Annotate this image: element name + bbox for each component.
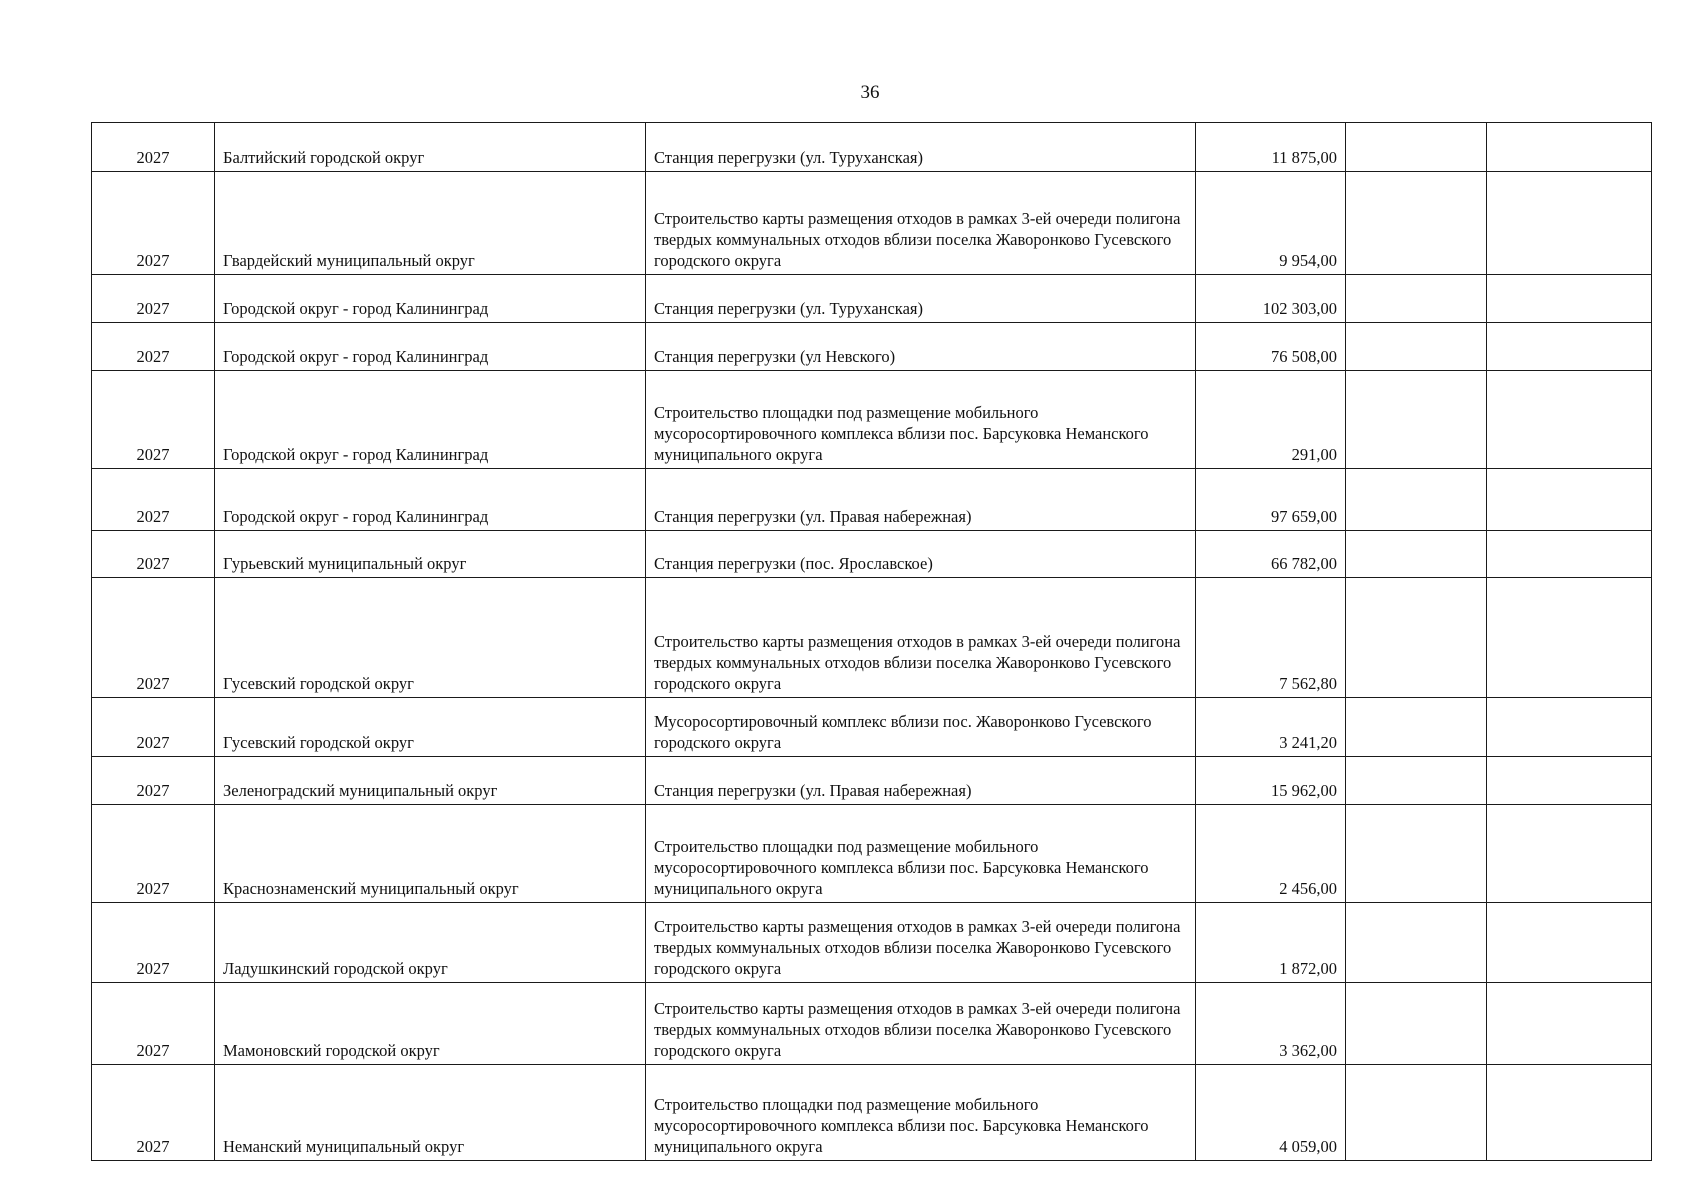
- empty-cell: [1487, 983, 1652, 1065]
- municipality-cell: Городской округ - город Калининград: [215, 323, 646, 371]
- empty-cell: [1346, 172, 1487, 275]
- municipality-cell: Зеленоградский муниципальный округ: [215, 757, 646, 805]
- year-cell: 2027: [92, 903, 215, 983]
- year-cell: 2027: [92, 805, 215, 903]
- empty-cell: [1346, 469, 1487, 531]
- municipality-cell: Ладушкинский городской округ: [215, 903, 646, 983]
- year-cell: 2027: [92, 983, 215, 1065]
- amount-cell: 76 508,00: [1196, 323, 1346, 371]
- municipality-cell: Гвардейский муниципальный округ: [215, 172, 646, 275]
- empty-cell: [1487, 757, 1652, 805]
- table-row: [92, 903, 1652, 983]
- object-cell: Станция перегрузки (ул. Туруханская): [646, 275, 1196, 323]
- amount-cell: 3 241,20: [1196, 698, 1346, 757]
- amount-cell: 291,00: [1196, 371, 1346, 469]
- year-cell: 2027: [92, 1065, 215, 1161]
- amount-cell: 102 303,00: [1196, 275, 1346, 323]
- year-cell: 2027: [92, 531, 215, 578]
- empty-cell: [1487, 323, 1652, 371]
- municipality-cell: Мамоновский городской округ: [215, 983, 646, 1065]
- empty-cell: [1346, 983, 1487, 1065]
- municipality-cell: Краснознаменский муниципальный округ: [215, 805, 646, 903]
- table-row: [92, 757, 1652, 805]
- table-row: [92, 1065, 1652, 1161]
- amount-cell: 3 362,00: [1196, 983, 1346, 1065]
- year-cell: 2027: [92, 757, 215, 805]
- year-cell: 2027: [92, 578, 215, 698]
- empty-cell: [1487, 371, 1652, 469]
- municipality-cell: Городской округ - город Калининград: [215, 275, 646, 323]
- year-cell: 2027: [92, 323, 215, 371]
- year-cell: 2027: [92, 172, 215, 275]
- empty-cell: [1487, 172, 1652, 275]
- table-row: [92, 531, 1652, 578]
- object-cell: Станция перегрузки (ул Невского): [646, 323, 1196, 371]
- amount-cell: 4 059,00: [1196, 1065, 1346, 1161]
- empty-cell: [1346, 805, 1487, 903]
- table-row: [92, 983, 1652, 1065]
- amount-cell: 15 962,00: [1196, 757, 1346, 805]
- object-cell: Станция перегрузки (пос. Ярославское): [646, 531, 1196, 578]
- municipality-cell: Неманский муниципальный округ: [215, 1065, 646, 1161]
- table-row: [92, 578, 1652, 698]
- empty-cell: [1487, 805, 1652, 903]
- object-cell: Станция перегрузки (ул. Туруханская): [646, 123, 1196, 172]
- empty-cell: [1487, 578, 1652, 698]
- amount-cell: 1 872,00: [1196, 903, 1346, 983]
- municipality-cell: Балтийский городской округ: [215, 123, 646, 172]
- object-cell: Мусоросортировочный комплекс вблизи пос. Жаворонково Гусевского городского округа: [646, 698, 1196, 757]
- object-cell: Строительство площадки под размещение мобильного мусоросортировочного комплекса вблизи пос. Барсуковка Неманского муниципального округа: [646, 1065, 1196, 1161]
- empty-cell: [1487, 1065, 1652, 1161]
- empty-cell: [1346, 698, 1487, 757]
- table-row: [92, 371, 1652, 469]
- object-cell: Строительство карты размещения отходов в рамках 3-ей очереди полигона твердых коммунальных отходов вблизи поселка Жаворонково Гусевского городского округа: [646, 172, 1196, 275]
- table-row: [92, 698, 1652, 757]
- empty-cell: [1487, 123, 1652, 172]
- table-row: [92, 275, 1652, 323]
- empty-cell: [1487, 275, 1652, 323]
- amount-cell: 11 875,00: [1196, 123, 1346, 172]
- empty-cell: [1346, 903, 1487, 983]
- empty-cell: [1487, 469, 1652, 531]
- municipality-cell: Городской округ - город Калининград: [215, 371, 646, 469]
- object-cell: Строительство карты размещения отходов в рамках 3-ей очереди полигона твердых коммунальных отходов вблизи поселка Жаворонково Гусевского городского округа: [646, 578, 1196, 698]
- table-row: [92, 123, 1652, 172]
- table-row: [92, 323, 1652, 371]
- object-cell: Станция перегрузки (ул. Правая набережная): [646, 469, 1196, 531]
- object-cell: Строительство площадки под размещение мобильного мусоросортировочного комплекса вблизи пос. Барсуковка Неманского муниципального округа: [646, 371, 1196, 469]
- page-number: 36: [860, 82, 880, 103]
- municipality-cell: Гурьевский муниципальный округ: [215, 531, 646, 578]
- year-cell: 2027: [92, 469, 215, 531]
- empty-cell: [1487, 531, 1652, 578]
- object-cell: Строительство карты размещения отходов в рамках 3-ей очереди полигона твердых коммунальных отходов вблизи поселка Жаворонково Гусевского городского округа: [646, 903, 1196, 983]
- empty-cell: [1346, 371, 1487, 469]
- object-cell: Строительство площадки под размещение мобильного мусоросортировочного комплекса вблизи пос. Барсуковка Неманского муниципального округа: [646, 805, 1196, 903]
- empty-cell: [1346, 275, 1487, 323]
- empty-cell: [1346, 123, 1487, 172]
- amount-cell: 66 782,00: [1196, 531, 1346, 578]
- empty-cell: [1346, 531, 1487, 578]
- municipality-cell: Гусевский городской округ: [215, 698, 646, 757]
- municipality-cell: Гусевский городской округ: [215, 578, 646, 698]
- empty-cell: [1487, 903, 1652, 983]
- object-cell: Станция перегрузки (ул. Правая набережная): [646, 757, 1196, 805]
- empty-cell: [1346, 757, 1487, 805]
- amount-cell: 7 562,80: [1196, 578, 1346, 698]
- year-cell: 2027: [92, 275, 215, 323]
- empty-cell: [1346, 323, 1487, 371]
- year-cell: 2027: [92, 123, 215, 172]
- table-row: [92, 172, 1652, 275]
- table-row: [92, 805, 1652, 903]
- empty-cell: [1346, 578, 1487, 698]
- year-cell: 2027: [92, 698, 215, 757]
- object-cell: Строительство карты размещения отходов в рамках 3-ей очереди полигона твердых коммунальных отходов вблизи поселка Жаворонково Гусевского городского округа: [646, 983, 1196, 1065]
- table-row: [92, 469, 1652, 531]
- municipality-cell: Городской округ - город Калининград: [215, 469, 646, 531]
- year-cell: 2027: [92, 371, 215, 469]
- empty-cell: [1487, 698, 1652, 757]
- financing-table: [91, 122, 1652, 1161]
- amount-cell: 97 659,00: [1196, 469, 1346, 531]
- empty-cell: [1346, 1065, 1487, 1161]
- amount-cell: 2 456,00: [1196, 805, 1346, 903]
- amount-cell: 9 954,00: [1196, 172, 1346, 275]
